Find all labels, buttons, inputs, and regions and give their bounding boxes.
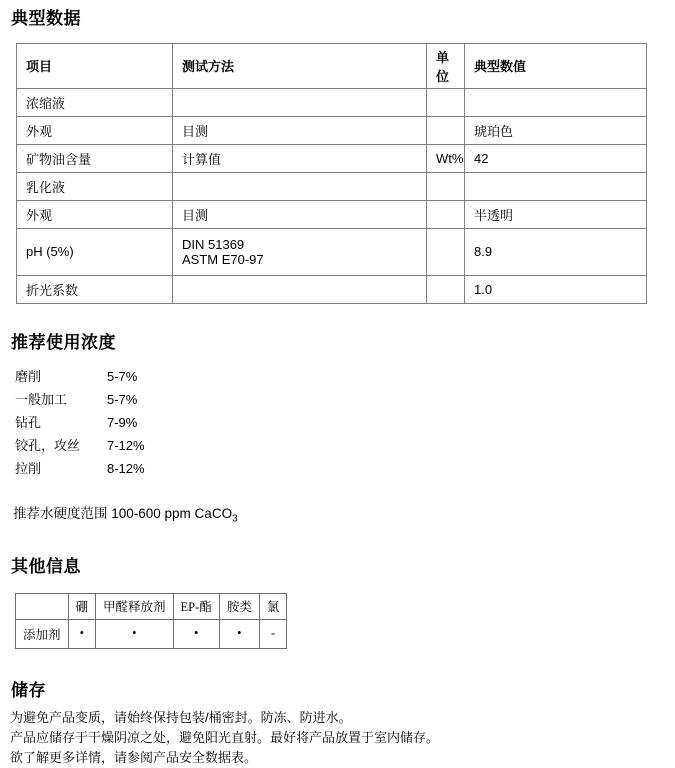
cell-value xyxy=(465,88,647,116)
operation-label: 拉削 xyxy=(15,461,42,477)
cell-unit xyxy=(427,116,465,144)
cell-unit xyxy=(427,88,465,116)
water-hardness-subscript: 3 xyxy=(232,514,238,526)
cell-method xyxy=(173,88,427,116)
cell-item: 乳化液 xyxy=(17,172,173,200)
col-header-boron: 硼 xyxy=(68,593,96,619)
storage-notes xyxy=(10,708,675,768)
cell-ep-ester: • xyxy=(173,619,219,648)
table-header-row xyxy=(16,593,287,619)
cell-value: 琥珀色 xyxy=(465,116,647,144)
table-row xyxy=(17,172,647,200)
cell-method: 目测 xyxy=(173,200,427,228)
list-item xyxy=(15,434,675,457)
cell-value: 8.9 xyxy=(465,228,647,275)
cell-item: 浓缩液 xyxy=(17,88,173,116)
concentration-value: 8-12% xyxy=(107,461,145,477)
cell-method: 计算值 xyxy=(173,144,427,172)
col-header-unit: 单位 xyxy=(427,43,465,88)
operation-label: 磨削 xyxy=(15,369,42,385)
table-row xyxy=(17,275,647,303)
additives-table xyxy=(15,593,287,649)
table-row xyxy=(17,144,647,172)
col-header-method: 测试方法 xyxy=(173,43,427,88)
concentration-value: 5-7% xyxy=(107,392,138,408)
row-label-additives: 添加剂 xyxy=(16,619,69,648)
cell-value: 半透明 xyxy=(465,200,647,228)
table-row xyxy=(17,88,647,116)
table-row xyxy=(17,116,647,144)
cell-method: 目测 xyxy=(173,116,427,144)
col-header-formaldehyde-releaser: 甲醛释放剂 xyxy=(96,593,174,619)
cell-item: 折光系数 xyxy=(17,275,173,303)
cell-unit xyxy=(427,172,465,200)
cell-unit xyxy=(427,275,465,303)
table-row xyxy=(16,619,287,648)
cell-value xyxy=(465,172,647,200)
concentration-list xyxy=(15,365,675,480)
cell-method: DIN 51369 ASTM E70-97 xyxy=(173,228,427,275)
cell-item: 矿物油含量 xyxy=(17,144,173,172)
operation-label: 一般加工 xyxy=(15,392,68,408)
cell-method xyxy=(173,172,427,200)
cell-item: pH (5%) xyxy=(17,228,173,275)
operation-label: 钻孔 xyxy=(15,415,42,431)
storage-line: 欲了解更多详情，请参阅产品安全数据表。 xyxy=(10,750,258,766)
operation-label: 铰孔，攻丝 xyxy=(15,438,81,454)
cell-item: 外观 xyxy=(17,116,173,144)
col-header-item: 项目 xyxy=(17,43,173,88)
storage-heading: 储存 xyxy=(11,680,46,700)
cell-value: 42 xyxy=(465,144,647,172)
cell-amines: • xyxy=(219,619,259,648)
table-row xyxy=(17,228,647,275)
cell-unit xyxy=(427,200,465,228)
list-item xyxy=(15,388,675,411)
typical-data-heading: 典型数据 xyxy=(11,9,81,28)
other-info-heading: 其他信息 xyxy=(11,557,81,577)
storage-line: 产品应储存于干燥阴凉之处，避免阳光直射。最好将产品放置于室内储存。 xyxy=(10,730,440,746)
corner-cell xyxy=(16,593,69,619)
water-hardness-text: 推荐水硬度范围 100-600 ppm CaCO xyxy=(13,506,233,522)
cell-formaldehyde-releaser: • xyxy=(96,619,174,648)
list-item xyxy=(15,365,675,388)
cell-boron: • xyxy=(68,619,96,648)
cell-method xyxy=(173,275,427,303)
concentration-value: 7-12% xyxy=(107,438,145,454)
cell-chlorine: - xyxy=(259,619,287,648)
col-header-ep-ester: EP-酯 xyxy=(173,593,219,619)
list-item xyxy=(15,457,675,480)
concentration-value: 5-7% xyxy=(107,369,138,385)
concentration-heading: 推荐使用浓度 xyxy=(11,332,116,352)
water-hardness-note xyxy=(13,502,675,525)
table-row xyxy=(17,200,647,228)
cell-unit xyxy=(427,228,465,275)
table-header-row xyxy=(17,43,647,88)
cell-item: 外观 xyxy=(17,200,173,228)
cell-value: 1.0 xyxy=(465,275,647,303)
col-header-chlorine: 氯 xyxy=(259,593,287,619)
storage-line: 为避免产品变质，请始终保持包装/桶密封。防冻、防进水。 xyxy=(10,710,352,726)
col-header-amines: 胺类 xyxy=(219,593,259,619)
col-header-value: 典型数值 xyxy=(465,43,647,88)
typical-data-table xyxy=(16,43,647,304)
list-item xyxy=(15,411,675,434)
concentration-value: 7-9% xyxy=(107,415,138,431)
cell-unit: Wt% xyxy=(427,144,465,172)
